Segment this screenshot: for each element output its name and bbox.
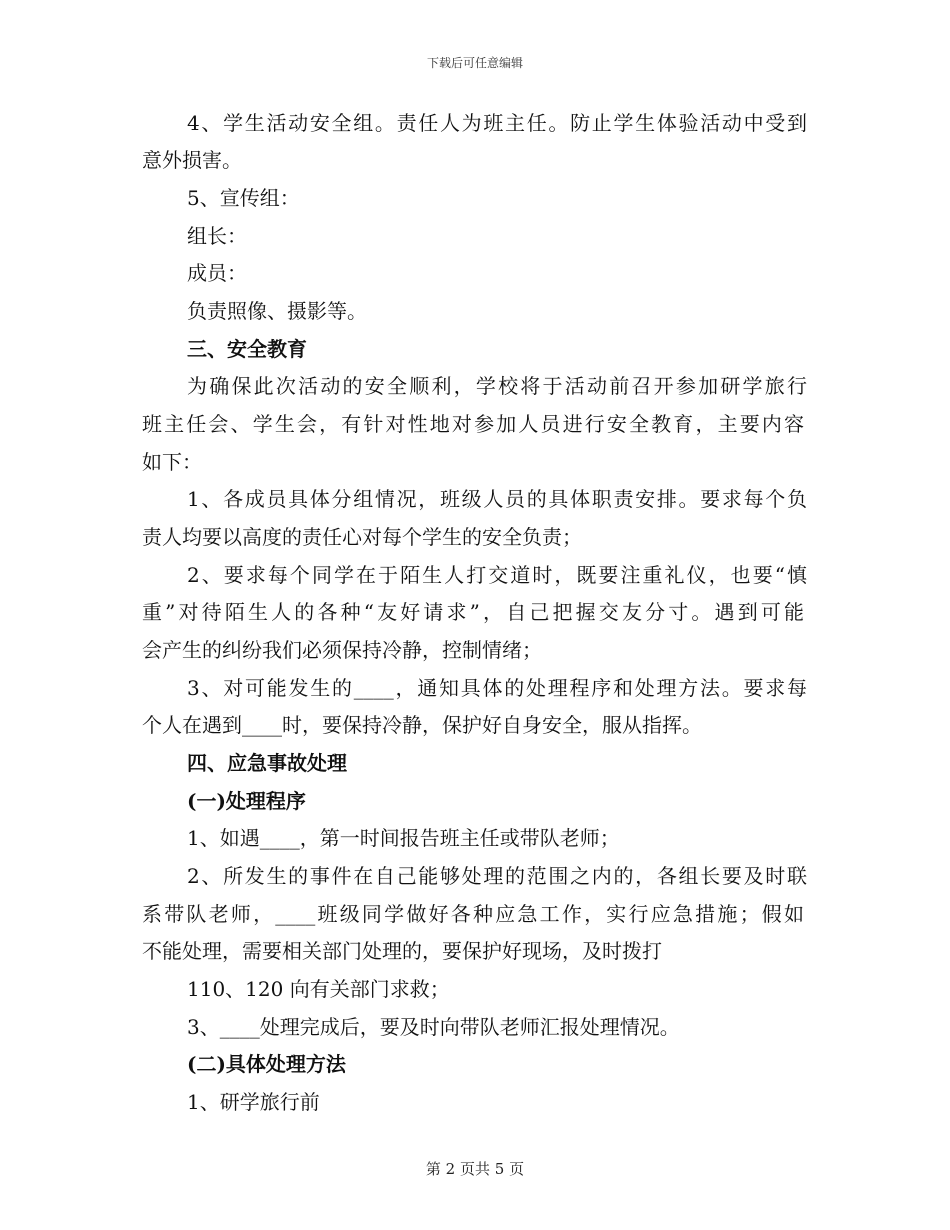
paragraph-line: 责人均要以高度的责任心对每个学生的安全负责； (142, 525, 582, 549)
paragraph-line: 重”对待陌生人的各种“友好请求”，自己把握交友分寸。遇到可能 (142, 600, 804, 624)
subsection-heading: (二)具体处理方法 (187, 1052, 346, 1076)
paragraph-line: 110、120 向有关部门求救； (187, 977, 450, 1001)
paragraph-line: 会产生的纠纷我们必须保持冷静，控制情绪； (142, 638, 542, 662)
paragraph-line: 负责照像、摄影等。 (187, 299, 367, 323)
paragraph-line: 1、各成员具体分组情况，班级人员的具体职责安排。要求每个负 (187, 487, 807, 511)
paragraph-line: 3、____处理完成后，要及时向带队老师汇报处理情况。 (187, 1015, 680, 1039)
paragraph-line: 意外损害。 (142, 148, 242, 172)
paragraph-line: 为确保此次活动的安全顺利，学校将于活动前召开参加研学旅行 (187, 374, 807, 398)
paragraph-line: 班主任会、学生会，有针对性地对参加人员进行安全教育，主要内容 (142, 412, 804, 436)
paragraph-line: 1、如遇____，第一时间报告班主任或带队老师； (187, 826, 620, 850)
page-header: 下载后可任意编辑 (426, 56, 523, 70)
paragraph-line: 4、学生活动安全组。责任人为班主任。防止学生体验活动中受到 (187, 111, 807, 135)
paragraph-line: 3、对可能发生的____，通知具体的处理程序和处理方法。要求每 (187, 676, 807, 700)
paragraph-line: 组长： (187, 224, 247, 248)
subsection-heading: (一)处理程序 (187, 789, 306, 813)
section-heading: 四、应急事故处理 (187, 751, 347, 775)
section-heading: 三、安全教育 (187, 337, 307, 361)
paragraph-line: 个人在遇到____时，要保持冷静，保护好自身安全，服从指挥。 (142, 713, 702, 737)
paragraph-line: 系带队老师，____班级同学做好各种应急工作，实行应急措施；假如 (142, 902, 804, 926)
paragraph-line: 如下： (142, 450, 202, 474)
paragraph-line: 5、宣传组： (187, 186, 300, 210)
paragraph-line: 成员： (187, 261, 247, 285)
paragraph-line: 2、要求每个同学在于陌生人打交道时，既要注重礼仪，也要“慎 (187, 563, 807, 587)
paragraph-line: 2、所发生的事件在自己能够处理的范围之内的，各组长要及时联 (187, 864, 807, 888)
paragraph-line: 1、研学旅行前 (187, 1090, 320, 1114)
paragraph-line: 不能处理，需要相关部门处理的，要保护好现场，及时拨打 (142, 939, 662, 963)
page-footer: 第 2 页共 5 页 (425, 1160, 525, 1178)
